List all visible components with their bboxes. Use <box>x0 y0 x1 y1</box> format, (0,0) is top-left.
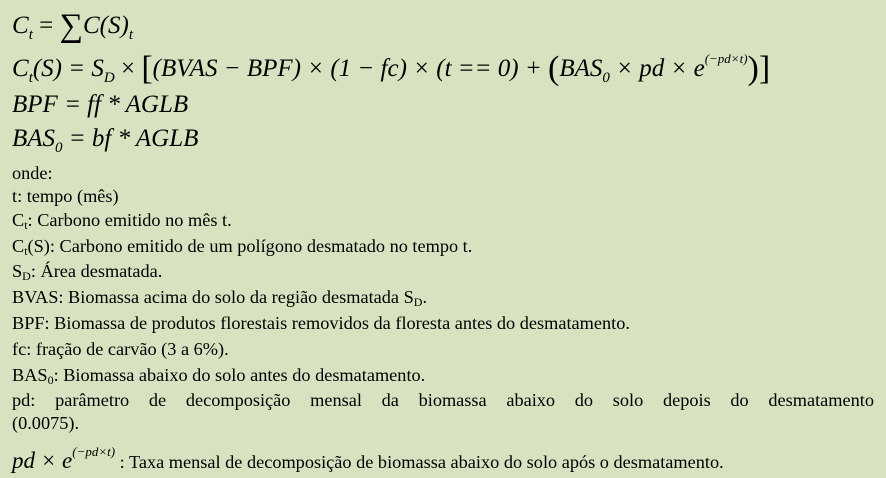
rate-exponent: (−pd×t) <box>72 444 116 459</box>
cts-text: (S): Carbono emitido de um polígono desmatado no tempo t. <box>27 236 473 256</box>
eq2-close-bracket: ] <box>758 50 771 87</box>
def-bvas <box>12 287 428 309</box>
summation-symbol: ∑ <box>59 8 83 44</box>
eq2-part2: × pd × e <box>609 55 705 82</box>
equation-bas0 <box>12 125 199 156</box>
eq4-lhs-sub: 0 <box>55 140 63 156</box>
rate-math: pd × e <box>12 448 73 473</box>
bas0-sub: 0 <box>47 373 54 387</box>
eq2-bas: BAS <box>559 55 603 82</box>
def-bas0 <box>12 365 426 387</box>
def-t: t: tempo (mês) <box>12 186 119 206</box>
bvas-sub: D <box>413 295 423 309</box>
onde-label: onde: <box>12 163 53 183</box>
eq2-times: × <box>114 55 142 82</box>
ct-sub: t <box>24 218 28 232</box>
cts-symbol: C <box>12 236 25 256</box>
eq2-open-paren: ( <box>547 50 560 87</box>
eq2-bas-sub: 0 <box>602 70 610 86</box>
def-pd-line1: pd: parâmetro de decomposição mensal da biomassa abaixo do solo depois do desmatamento <box>12 390 874 410</box>
sd-sub: D <box>22 269 31 283</box>
bvas-end: . <box>422 287 428 307</box>
equation-bpf <box>12 92 188 117</box>
eq3-text: BPF = ff * AGLB <box>12 91 189 118</box>
eq1-rhs: C(S) <box>83 12 129 39</box>
cts-sub: t <box>24 244 28 258</box>
bas0-symbol: BAS <box>12 365 48 385</box>
sd-symbol: S <box>12 261 23 281</box>
eq4-rhs: = bf * AGLB <box>62 125 199 152</box>
ct-text: : Carbono emitido no mês t. <box>27 210 232 230</box>
sd-text: : Área desmatada. <box>30 261 163 281</box>
bas0-text: : Biomassa abaixo do solo antes do desmatamento. <box>53 365 426 385</box>
eq2-sd-sub: D <box>103 70 115 86</box>
def-fc: fc: fração de carvão (3 a 6%). <box>12 339 229 359</box>
ct-symbol: C <box>12 210 25 230</box>
eq2-lhs-arg: (S) = S <box>32 55 104 82</box>
def-cts <box>12 236 473 258</box>
rate-text: : Taxa mensal de decomposição de biomassa abaixo do solo após o desmatamento. <box>115 452 724 472</box>
def-sd <box>12 261 163 283</box>
eq2-open-bracket: [ <box>141 50 153 87</box>
eq1-rhs-sub: t <box>128 27 133 43</box>
equation-polygon-carbon <box>12 52 770 86</box>
eq1-equals: = <box>32 12 60 39</box>
def-pd-line2: (0.0075). <box>12 413 80 433</box>
eq1-lhs-sub: t <box>28 27 33 43</box>
eq2-lhs-sub: t <box>28 70 33 86</box>
equation-total-carbon <box>12 10 133 43</box>
eq2-exponent: (−pd×t) <box>704 51 748 66</box>
eq1-lhs: C <box>12 12 29 39</box>
def-decomposition-rate <box>12 444 724 473</box>
def-bpf: BPF: Biomassa de produtos florestais removidos da floresta antes do desmatamento. <box>12 313 630 333</box>
eq4-lhs: BAS <box>12 125 56 152</box>
eq2-part1: (BVAS − BPF) × (1 − fc) × (t == 0) + <box>152 55 548 82</box>
eq2-close-paren: ) <box>747 50 759 87</box>
bvas-text: BVAS: Biomassa acima do solo da região desmatada S <box>12 287 414 307</box>
def-ct <box>12 210 232 232</box>
eq2-lhs: C <box>12 55 29 82</box>
